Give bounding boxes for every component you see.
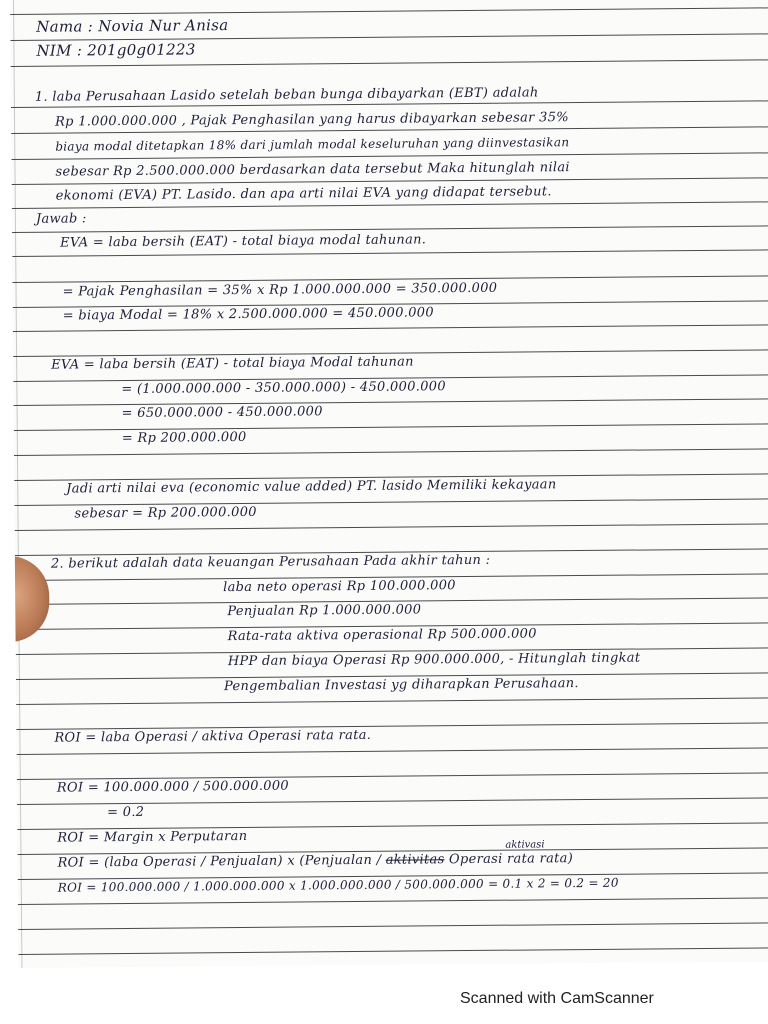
ruled-line	[18, 922, 768, 930]
q1-line-4: sebesar Rp 2.500.000.000 berdasarkan data tersebut Maka hitunglah nilai	[55, 160, 570, 180]
ruled-line	[13, 324, 768, 332]
ruled-line	[16, 722, 768, 730]
eva-calc-line-3: = 650.000.000 - 450.000.000	[121, 404, 323, 422]
q2-line-1: 2. berikut adalah data keuangan Perusahaan Pada akhir tahun :	[50, 552, 491, 572]
student-name: Nama : Novia Nur Anisa	[36, 16, 229, 36]
pajak-calculation: = Pajak Penghasilan = 35% x Rp 1.000.000.000 = 350.000.000	[62, 280, 498, 300]
ruled-line	[11, 152, 768, 160]
roi-correction: aktivasi	[505, 839, 545, 851]
ruled-line	[14, 448, 768, 456]
q2-line-5: HPP dan biaya Operasi Rp 900.000.000, - Hitunglah tingkat	[227, 650, 641, 670]
q1-line-2: Rp 1.000.000.000 , Pajak Penghasilan yang harus dibayarkan sebesar 35%	[55, 110, 569, 130]
scanner-watermark: Scanned with CamScanner	[460, 990, 654, 1007]
ruled-line	[18, 947, 768, 955]
roi-final: ROI = 100.000.000 / 1.000.000.000 x 1.000.000.000 / 500.000.000 = 0.1 x 2 = 0.2 = 20	[57, 875, 619, 895]
ruled-line	[14, 398, 768, 406]
ruled-line	[16, 697, 768, 705]
margin-line	[13, 0, 22, 968]
eva-calc-line-4: = Rp 200.000.000	[121, 429, 247, 447]
ruled-line	[18, 897, 768, 905]
ruled-line	[10, 7, 768, 15]
ruled-line	[17, 822, 768, 830]
q2-line-3: Penjualan Rp 1.000.000.000	[227, 602, 422, 620]
ruled-line	[17, 797, 768, 805]
biaya-modal-calculation: = biaya Modal = 18% x 2.500.000.000 = 450.000.000	[62, 305, 434, 324]
ruled-line	[12, 249, 768, 257]
roi-detail	[57, 851, 573, 870]
conclusion-line-2: sebesar = Rp 200.000.000	[74, 504, 257, 522]
roi-formula: ROI = laba Operasi / aktiva Operasi rata rata.	[54, 727, 372, 746]
roi-margin: ROI = Margin x Perputaran	[57, 828, 248, 846]
q1-line-1: 1. laba Perusahaan Lasido setelah beban bunga dibayarkan (EBT) adalah	[34, 85, 539, 105]
roi-calc-line-2: = 0.2	[107, 804, 145, 821]
roi-calc-line-1: ROI = 100.000.000 / 500.000.000	[56, 778, 290, 796]
answer-label: Jawab :	[35, 211, 87, 227]
ruled-line	[17, 747, 768, 755]
q1-line-5: ekonomi (EVA) PT. Lasido. dan apa arti nilai EVA yang didapat tersebut.	[55, 184, 552, 204]
q2-line-4: Rata-rata aktiva operasional Rp 500.000.000	[227, 626, 537, 645]
ruled-line	[14, 423, 768, 431]
eva-formula: EVA = laba bersih (EAT) - total biaya modal tahunan.	[60, 232, 427, 251]
roi-detail-a: ROI = (laba Operasi / Penjualan) x (Penjualan /	[57, 852, 382, 871]
ruled-line	[14, 498, 768, 506]
conclusion-line-1: Jadi arti nilai eva (economic value added) PT. lasido Memiliki kekayaan	[66, 477, 557, 497]
ruled-line	[11, 59, 768, 67]
roi-strike: aktivitas	[385, 852, 445, 868]
notebook-page	[10, 0, 768, 968]
eva-calc-line-2: = (1.000.000.000 - 350.000.000) - 450.000.000	[121, 379, 446, 398]
q1-line-3: biaya modal ditetapkan 18% dari jumlah modal keseluruhan yang diinvestasikan	[55, 135, 570, 154]
q2-line-2: laba neto operasi Rp 100.000.000	[223, 578, 456, 596]
ruled-line	[15, 523, 768, 531]
ruled-line	[17, 772, 768, 780]
q2-line-6: Pengembalian Investasi yg diharapkan Perusahaan.	[223, 676, 579, 695]
eva-calc-line-1: EVA = laba bersih (EAT) - total biaya Modal tahunan	[51, 354, 414, 373]
student-nim: NIM : 201g0g01223	[36, 40, 196, 60]
roi-detail-b: Operasi rata rata)	[448, 851, 574, 868]
